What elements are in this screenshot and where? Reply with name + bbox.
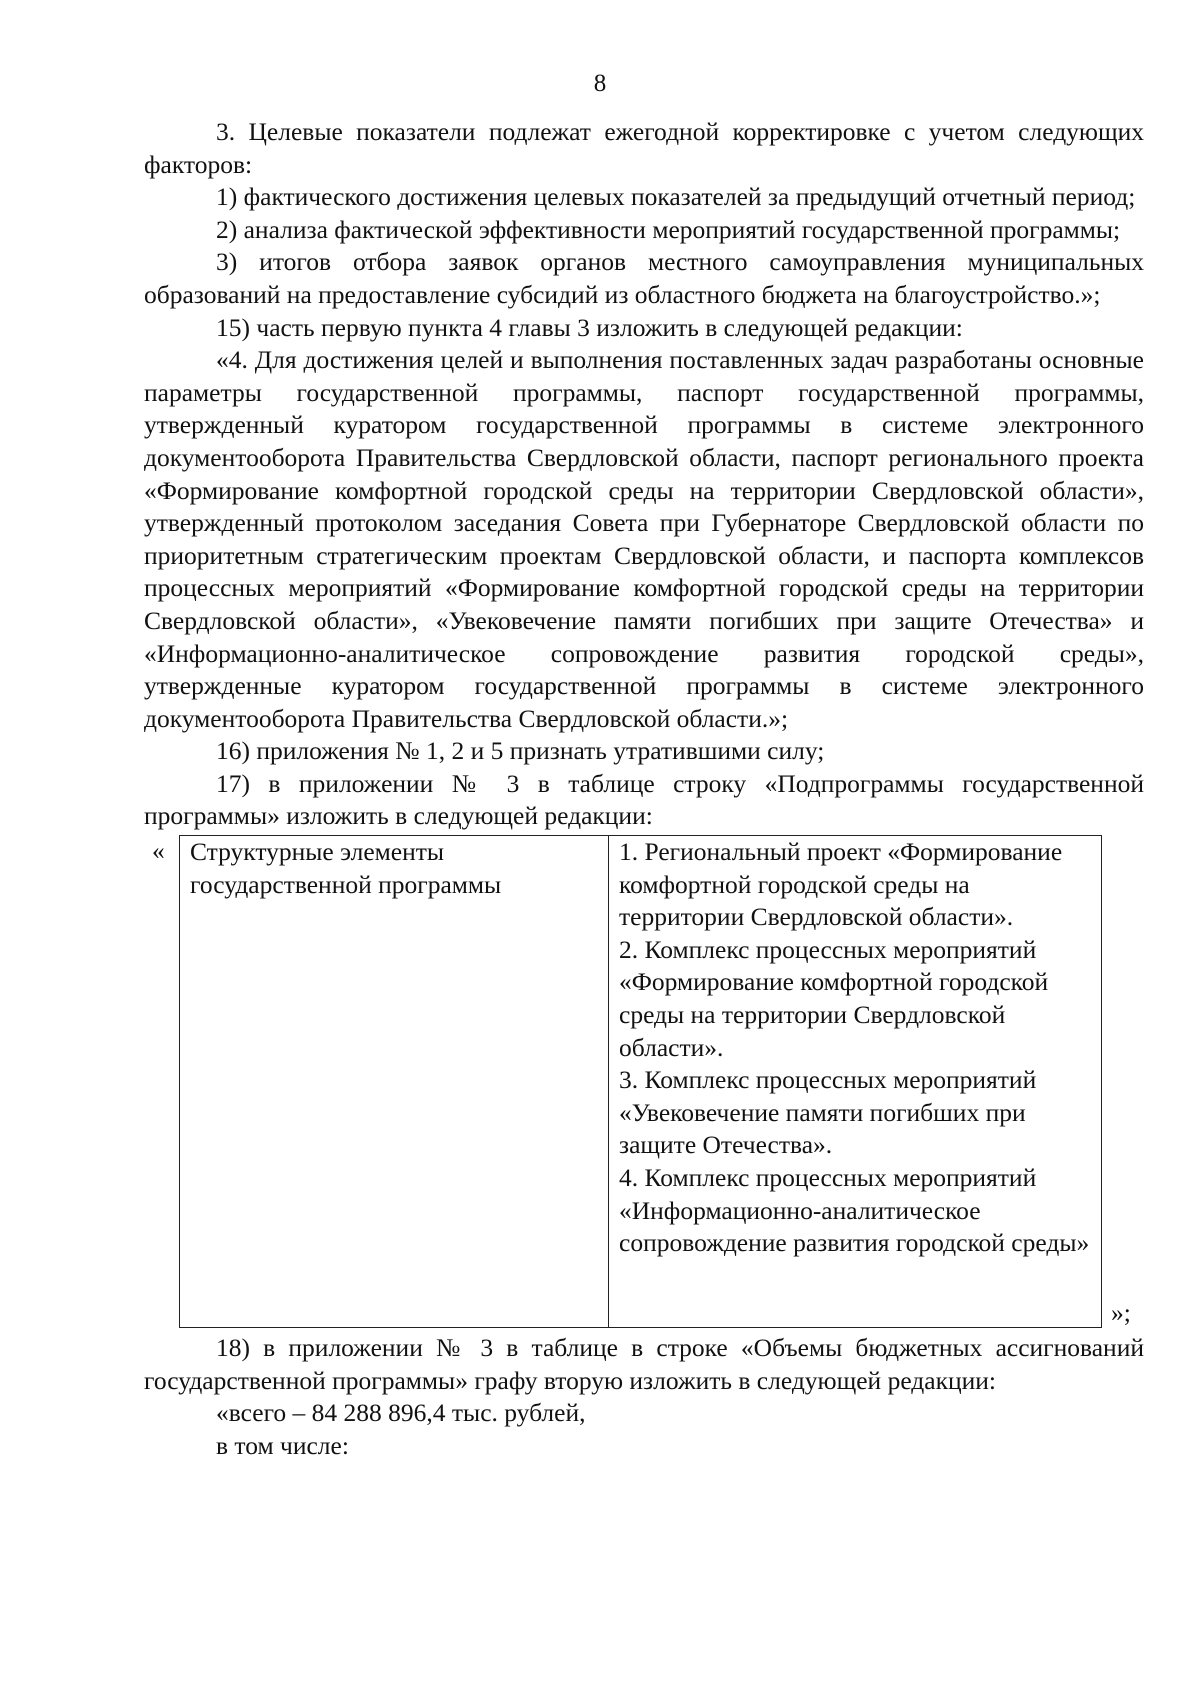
paragraph-item-17: 17) в приложении № 3 в таблице строку «Подпрограммы государственной программы» изложить в следующей редакции:	[144, 768, 1144, 831]
document-body	[144, 116, 1144, 1462]
structural-element-3: 3. Комплекс процессных мероприятий «Увековечение памяти погибших при защите Отечества».	[619, 1065, 1037, 1160]
structural-element-4: 4. Комплекс процессных мероприятий «Информационно-аналитическое сопровождение развития городской среды»	[619, 1163, 1090, 1258]
paragraph-factor-1: 1) фактического достижения целевых показателей за предыдущий отчетный период;	[216, 182, 1136, 212]
subprograms-table	[179, 835, 1102, 1328]
document-tail	[144, 1332, 1144, 1462]
table-open-quote: «	[152, 836, 165, 866]
table-cell-structural-elements	[609, 836, 1102, 1328]
paragraph-including: в том числе:	[216, 1430, 349, 1460]
paragraph-targets-adjustment: 3. Целевые показатели подлежат ежегодной корректировке с учетом следующих факторов:	[144, 117, 1144, 179]
paragraph-item-4-text: «4. Для достижения целей и выполнения поставленных задач разработаны основные параметры государственной программы, паспорт государственной программы, утвержденный куратором государственной программы в системе электронного документооборота Правительства Свердловской области, паспорт регионального проекта «Формирование комфортной городской среды на территории Свердловской области», утвержденный протоколом заседания Совета при Губернаторе Свердловской области по приоритетным стратегическим проектам Свердловской области, и паспорта комплексов процессных мероприятий «Формирование комфортной городской среды на территории Свердловской области», «Увековечение памяти погибших при защите Отечества» и «Информационно-аналитическое сопровождение развития городской среды», утвержденные куратором государственной программы в системе электронного документооборота Правительства Свердловской области.»;	[144, 345, 1144, 733]
paragraph-total-amount: «всего – 84 288 896,4 тыс. рублей,	[216, 1398, 586, 1428]
paragraph-item-18: 18) в приложении № 3 в таблице в строке «Объемы бюджетных ассигнований государственной программы» графу вторую изложить в следующей редакции:	[144, 1333, 1144, 1395]
subprograms-table-block	[144, 835, 1144, 1328]
structural-element-2: 2. Комплекс процессных мероприятий «Формирование комфортной городской среды на территории Свердловской области».	[619, 934, 1049, 1062]
table-row	[180, 836, 1102, 1328]
structural-element-1: 1. Региональный проект «Формирование комфортной городской среды на территории Свердловской области».	[619, 837, 1063, 932]
table-close-quote: »;	[1111, 1298, 1131, 1328]
paragraph-item-15: 15) часть первую пункта 4 главы 3 изложить в следующей редакции:	[216, 312, 963, 342]
page-number: 8	[593, 70, 607, 97]
paragraph-factor-2: 2) анализа фактической эффективности мероприятий государственной программы;	[216, 214, 1121, 244]
paragraph-item-16: 16) приложения № 1, 2 и 5 признать утратившими силу;	[216, 736, 825, 766]
table-cell-label: Структурные элементы государственной программы	[180, 836, 609, 1328]
paragraph-factor-3: 3) итогов отбора заявок органов местного самоуправления муниципальных образований на предоставление субсидий из областного бюджета на благоустройство.»;	[144, 247, 1144, 309]
